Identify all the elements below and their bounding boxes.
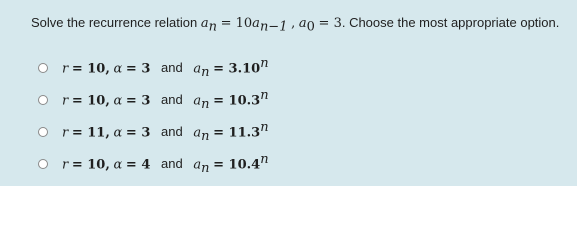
alpha-label: α [113, 124, 123, 140]
alpha-label: α [113, 60, 123, 76]
answer-options [38, 52, 269, 180]
r-label: r [62, 60, 69, 76]
alpha-value: = 3 [125, 124, 151, 140]
recurrence-rhs-var: a [252, 16, 260, 31]
recurrence-lhs-var: a [200, 16, 209, 31]
an-var: a [193, 92, 202, 108]
initial-var: a [298, 16, 307, 31]
alpha-label: α [113, 156, 123, 172]
r-value: = 11, [71, 124, 110, 140]
question-text [31, 14, 559, 37]
option-3-radio[interactable] [38, 127, 48, 137]
recurrence-separator: , [291, 16, 296, 31]
option-2[interactable] [38, 84, 269, 116]
an-value: = 10.4 [213, 156, 261, 172]
question-prefix: Solve the recurrence relation [31, 15, 198, 30]
and-label: and [161, 155, 183, 171]
alpha-value: = 3 [125, 92, 151, 108]
an-var: a [193, 156, 202, 172]
an-sub: n [201, 160, 210, 176]
option-4-radio[interactable] [38, 159, 48, 169]
option-4-text [62, 152, 269, 177]
an-value: = 11.3 [213, 124, 261, 140]
option-2-radio[interactable] [38, 95, 48, 105]
option-2-text [62, 88, 269, 113]
an-sub: n [201, 64, 210, 80]
r-value: = 10, [71, 156, 110, 172]
an-exp: n [260, 119, 269, 135]
an-value: = 3.10 [213, 60, 261, 76]
question-suffix: . Choose the most appropriate option. [341, 15, 560, 30]
and-label: and [161, 59, 183, 75]
option-3[interactable] [38, 116, 269, 148]
option-3-text [62, 120, 269, 145]
option-4[interactable] [38, 148, 269, 180]
r-value: = 10, [71, 92, 110, 108]
option-1-radio[interactable] [38, 63, 48, 73]
recurrence-eq: = 10 [220, 16, 253, 31]
and-label: and [161, 123, 183, 139]
r-label: r [62, 124, 69, 140]
recurrence-lhs-sub: n [208, 19, 217, 35]
an-var: a [193, 60, 202, 76]
option-1-text [62, 56, 269, 81]
an-exp: n [260, 87, 269, 103]
an-sub: n [201, 128, 210, 144]
alpha-label: α [113, 92, 123, 108]
an-value: = 10.3 [213, 92, 261, 108]
initial-value: = 3 [318, 16, 342, 31]
alpha-value: = 4 [125, 156, 151, 172]
an-var: a [193, 124, 202, 140]
and-label: and [161, 91, 183, 107]
r-label: r [62, 92, 69, 108]
an-exp: n [260, 151, 269, 167]
alpha-value: = 3 [125, 60, 151, 76]
r-value: = 10, [71, 60, 110, 76]
an-exp: n [260, 55, 269, 71]
r-label: r [62, 156, 69, 172]
an-sub: n [201, 96, 210, 112]
recurrence-rhs-sub: n−1 [259, 19, 288, 35]
option-1[interactable] [38, 52, 269, 84]
initial-sub: 0 [306, 19, 315, 35]
